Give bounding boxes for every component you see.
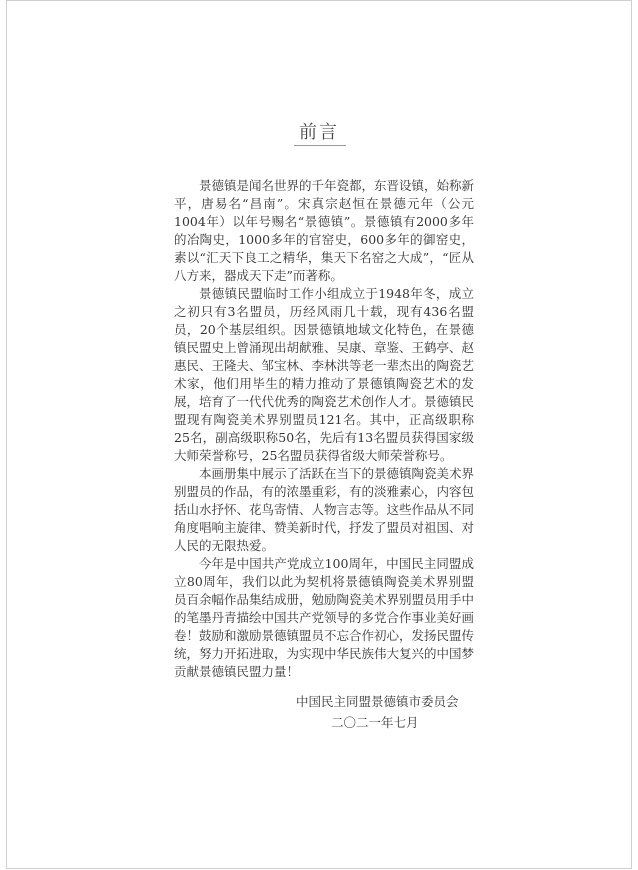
page-title: 前言 (299, 122, 339, 143)
paragraph-1: 景德镇是闻名世界的千年瓷都，东晋设镇，始称新平，唐易名“昌南”。宋真宗赵恒在景德元年（公元1004年）以年号赐名“景德镇”。景德镇有2000多年的冶陶史，1000多年的官窑史，600多年的御窑史，素以“汇天下良工之精华，集天下名窑之大成”，“匠从八方来，器成天下走”而著称。 (174, 178, 475, 283)
paragraph-3: 本画册集中展示了活跃在当下的景德镇陶瓷美术界别盟员的作品，有的浓墨重彩，有的淡雅素心，内容包括山水抒怀、花鸟寄情、人物言志等。这些作品从不同角度唱响主旋律、赞美新时代，抒发了盟员对祖国、对人民的无限热爱。 (174, 466, 475, 553)
preface-body (174, 177, 474, 681)
paragraph-2: 景德镇民盟临时工作小组成立于1948年冬，成立之初只有3名盟员，历经风雨几十载，现有436名盟员，20个基层组织。因景德镇地域文化特色，在景德镇民盟史上曾涌现出胡献雅、吴康、章鉴、王鹤亭、赵惠民、王隆夫、邹宝林、李林洪等老一辈杰出的陶瓷艺术家，他们用毕生的精力推动了景德镇陶瓷艺术的发展，培育了一代代优秀的陶瓷艺术创作人才。景德镇民盟现有陶瓷美术界别盟员121名。其中，正高级职称25名，副高级职称50名，先后有13名盟员获得国家级大师荣誉称号，25名盟员获得省级大师荣誉称号。 (174, 286, 475, 463)
signature-date: 二〇二一年七月 (331, 715, 419, 730)
signature-organization: 中国民主同盟景德镇市委员会 (296, 694, 459, 709)
title-underline (294, 145, 346, 146)
paragraph-4: 今年是中国共产党成立100周年，中国民主同盟成立80周年，我们以此为契机将景德镇陶瓷美术界别盟员百余幅作品集结成册，勉励陶瓷美术界别盟员用手中的笔墨丹青描绘中国共产党领导的多党合作事业美好画卷！鼓励和激励景德镇盟员不忘合作初心，发扬民盟传统，努力开拓进取，为实现中华民族伟大复兴的中国梦贡献景德镇民盟力量！ (174, 556, 475, 679)
